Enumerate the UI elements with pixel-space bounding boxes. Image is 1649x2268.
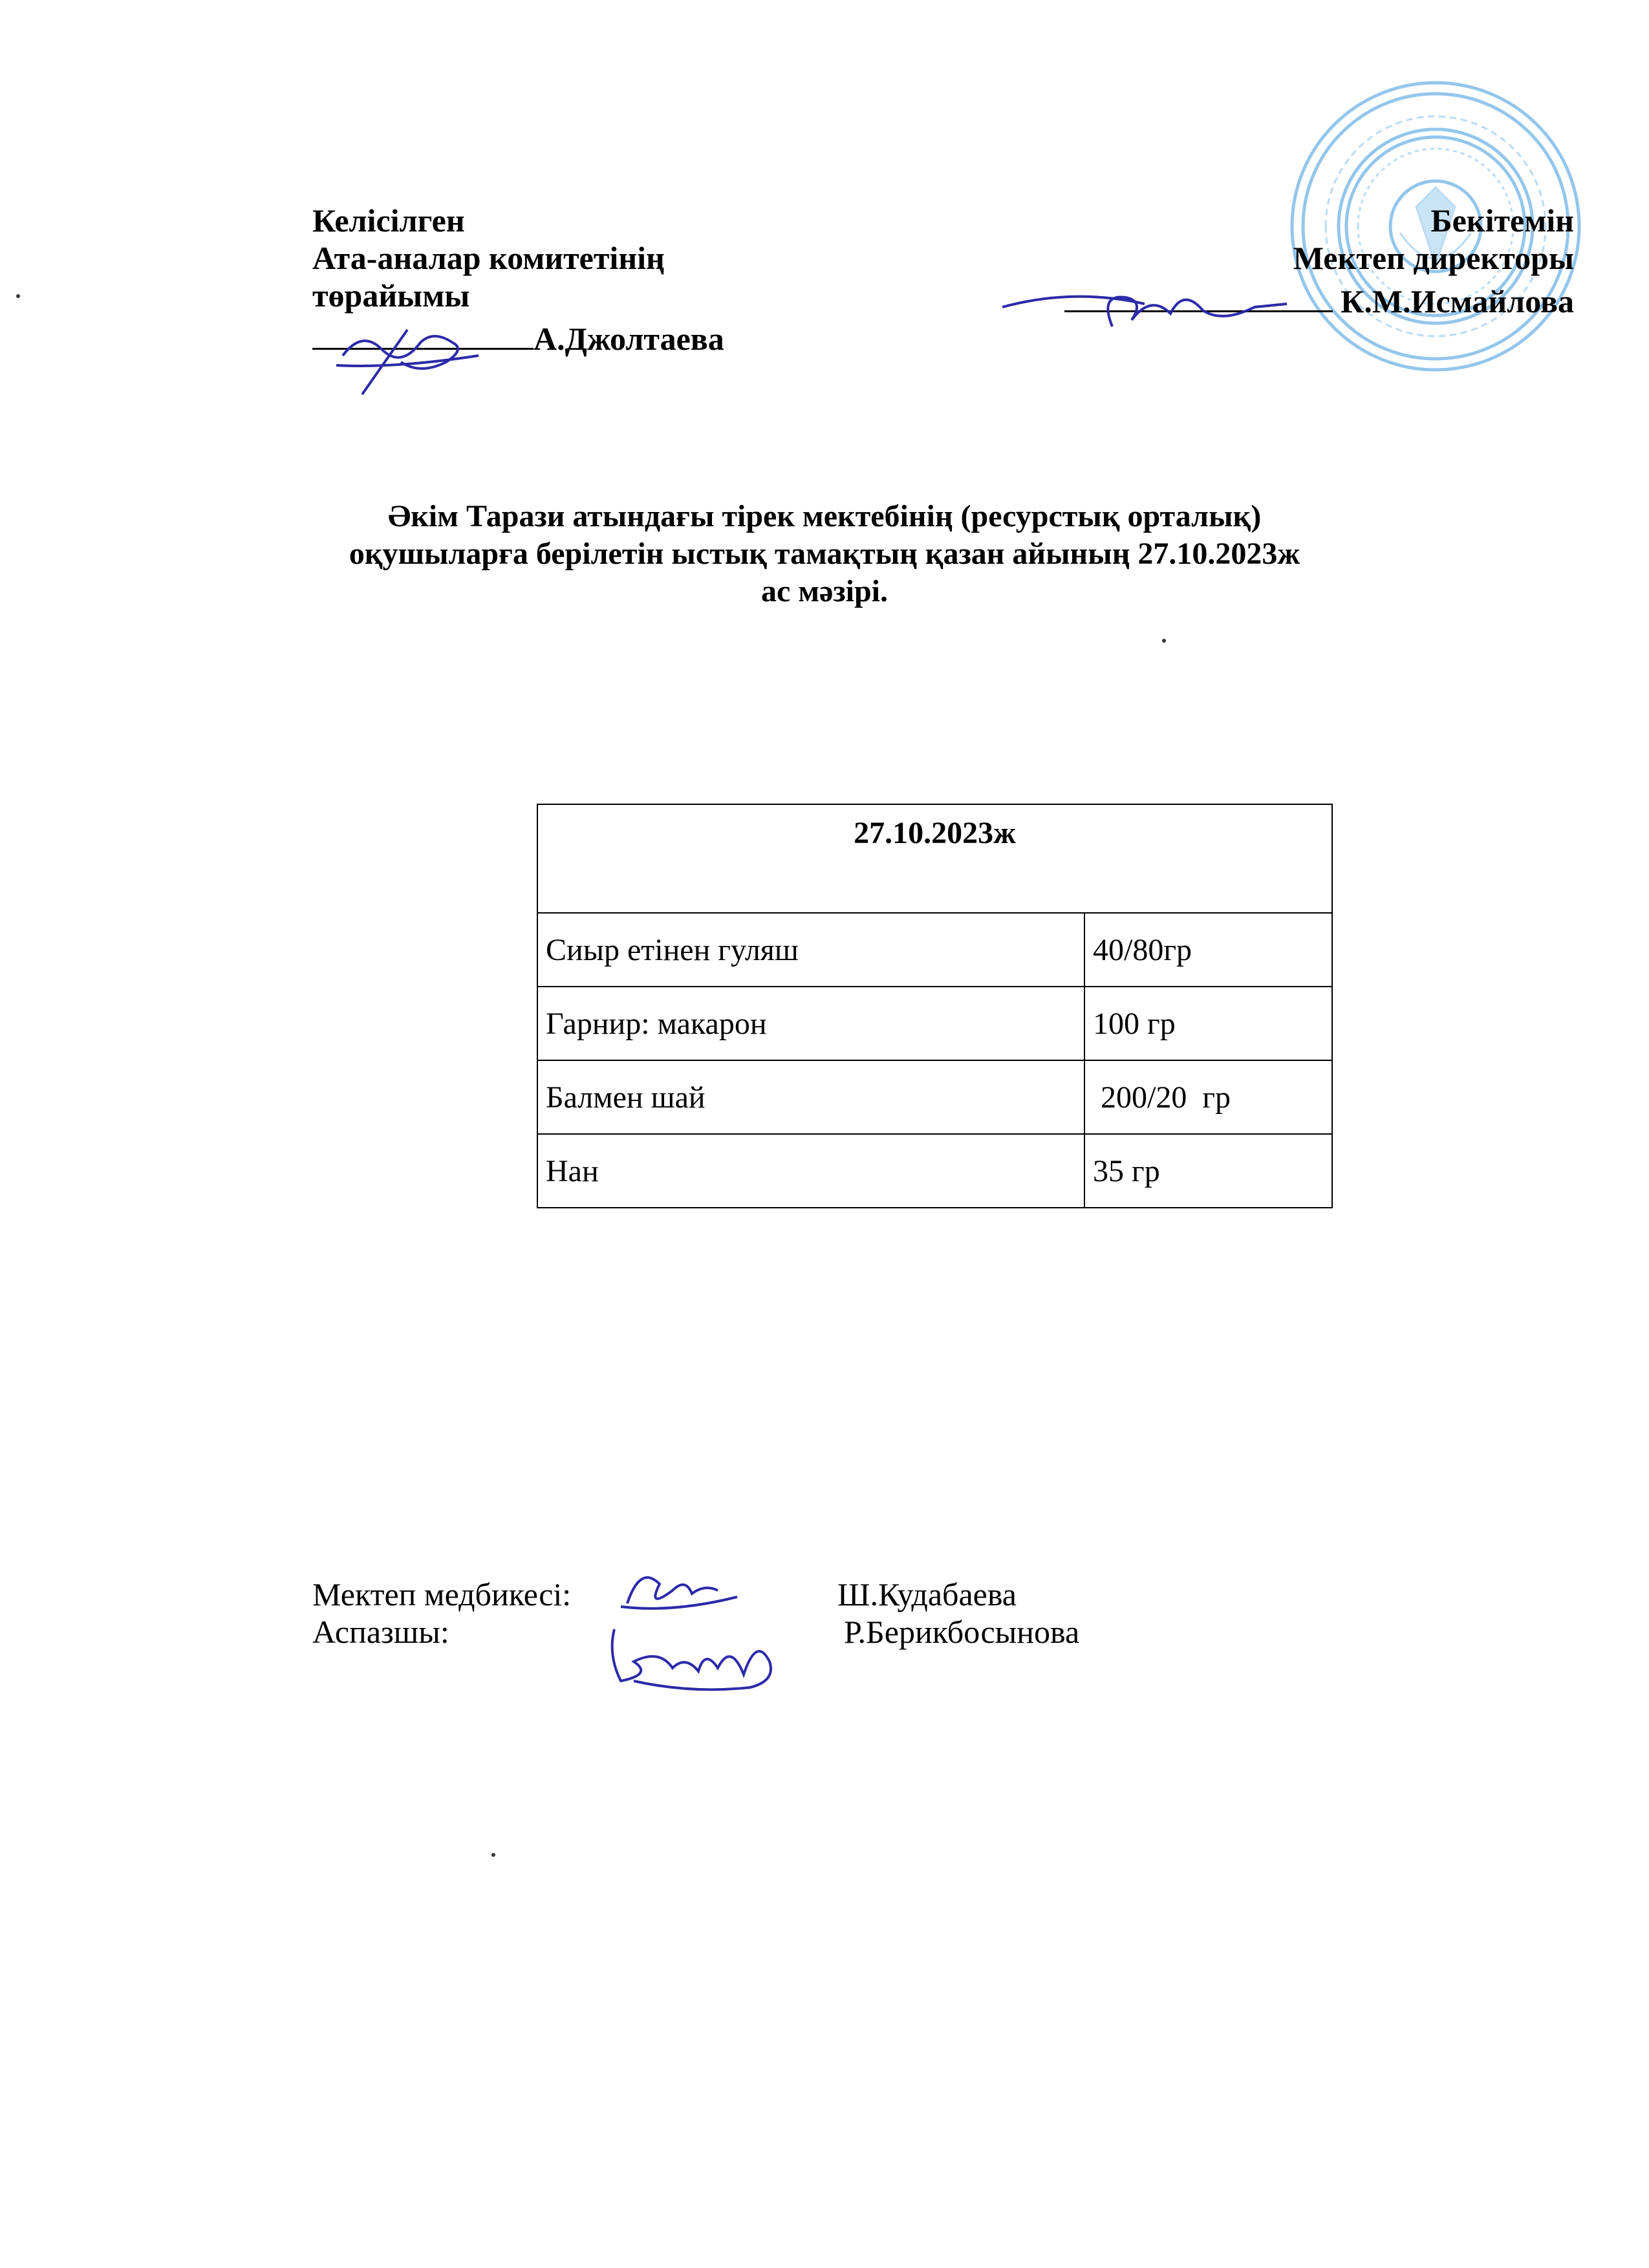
director-label: Мектеп директоры — [1293, 240, 1574, 276]
nurse-label: Мектеп медбикесі: — [312, 1576, 572, 1612]
cook-row — [312, 1613, 1080, 1651]
scan-speck — [491, 1853, 495, 1857]
dish-cell: Гарнир: макарон — [537, 987, 1084, 1060]
dish-cell: Нан — [537, 1134, 1084, 1208]
dish-cell: Сиыр етінен гуляш — [537, 913, 1084, 987]
title-line-1: Әкім Тарази атындағы тірек мектебінің (ресурстық орталық) — [387, 499, 1262, 533]
portion-cell: 40/80гр — [1084, 913, 1332, 987]
table-row — [537, 1060, 1332, 1134]
table-row — [537, 987, 1332, 1060]
signature-chairwoman — [323, 304, 491, 407]
portion-cell: 100 гр — [1084, 987, 1332, 1060]
portion-cell: 35 гр — [1084, 1134, 1332, 1208]
chairwoman-label: төрайымы — [312, 277, 470, 314]
nurse-row — [312, 1576, 1017, 1613]
table-row — [537, 913, 1332, 987]
cook-name: Р.Берикбосынова — [844, 1614, 1080, 1650]
dish-cell: Балмен шай — [537, 1060, 1084, 1134]
portion-cell: 200/20 гр — [1084, 1060, 1332, 1134]
footer-signatures — [312, 1576, 1080, 1651]
title-line-2: оқушыларға берілетін ыстық тамақтың қазан айының 27.10.2023ж — [349, 537, 1300, 571]
title-line-3: ас мәзірі. — [761, 574, 888, 608]
page-title — [0, 498, 1649, 610]
chairwoman-name: А.Джолтаева — [534, 321, 724, 357]
agreed-label: Келісілген — [312, 202, 465, 239]
menu-date: 27.10.2023ж — [537, 804, 1332, 913]
table-header-row — [537, 804, 1332, 913]
table-row — [537, 1134, 1332, 1208]
menu-table — [537, 804, 1333, 1208]
scan-speck — [1162, 639, 1166, 643]
director-name: К.М.Исмайлова — [1341, 283, 1574, 319]
cook-label: Аспазшы: — [312, 1614, 449, 1650]
nurse-name: Ш.Кудабаева — [837, 1576, 1017, 1612]
signature-nurse — [614, 1558, 744, 1623]
approve-label: Бекітемін — [1430, 202, 1574, 239]
committee-label: Ата-аналар комитетінің — [312, 240, 665, 276]
signature-director — [996, 268, 1293, 346]
scan-speck — [16, 294, 20, 298]
signature-cook — [595, 1616, 789, 1700]
